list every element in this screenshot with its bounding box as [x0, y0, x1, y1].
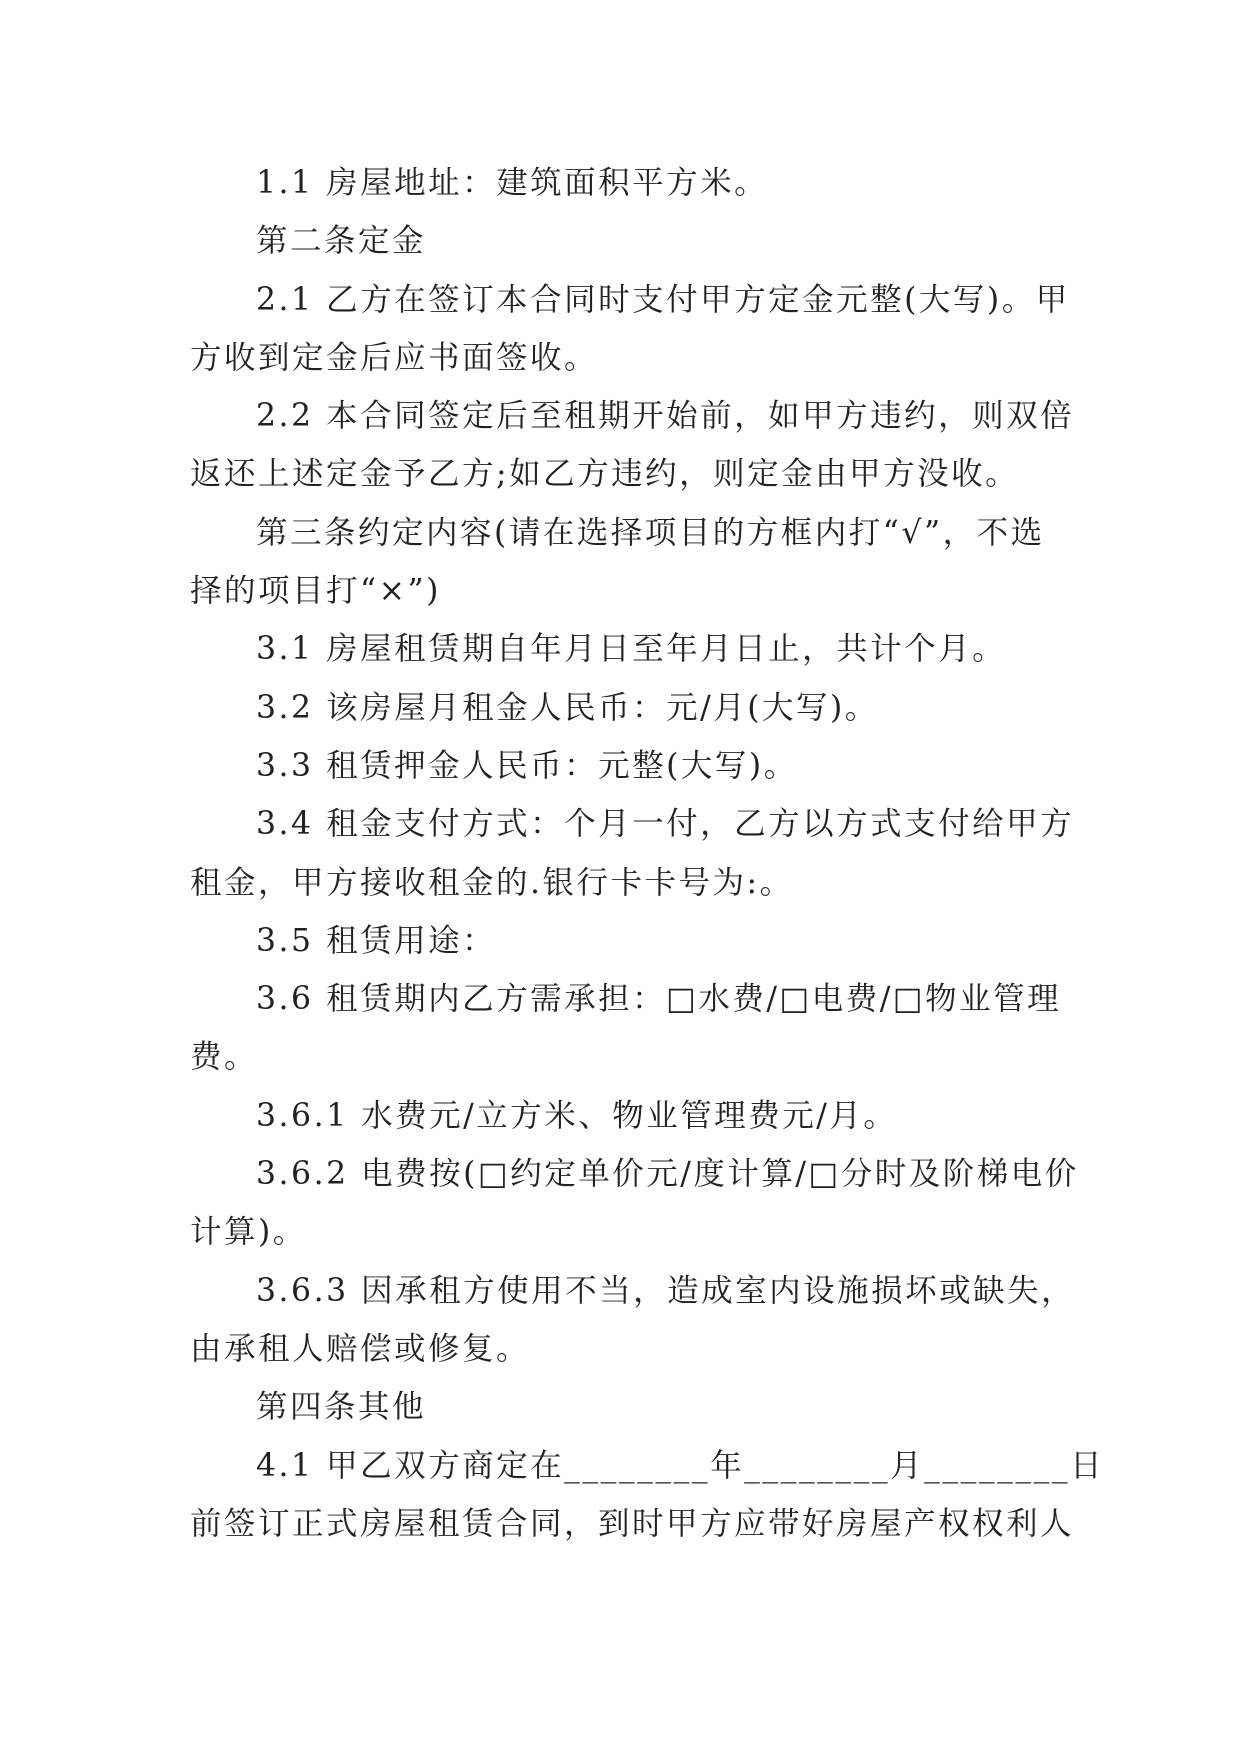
- article-3-heading: 第三条约定内容(请在选择项目的方框内打“√”，不选: [256, 514, 1045, 551]
- clause-4-1: 4.1 甲乙双方商定在________年________月________日: [256, 1447, 1105, 1484]
- clause-2-2: 2.2 本合同签定后至租期开始前，如甲方违约，则双倍: [256, 398, 1075, 435]
- article-2-heading: 第二条定金: [256, 223, 427, 260]
- clause-4-1-cont: 前签订正式房屋租赁合同，到时甲方应带好房屋产权权利人: [190, 1505, 1075, 1542]
- document-body: [190, 160, 1105, 1559]
- clause-3-6: 3.6 租赁期内乙方需承担：□水费/□电费/□物业管理: [256, 981, 1062, 1018]
- clause-2-1: 2.1 乙方在签订本合同时支付甲方定金元整(大写)。甲: [256, 281, 1070, 318]
- article-4-heading: 第四条其他: [256, 1389, 427, 1426]
- clause-3-4: 3.4 租金支付方式：个月一付，乙方以方式支付给甲方: [256, 806, 1075, 843]
- clause-2-1-cont: 方收到定金后应书面签收。: [190, 339, 599, 376]
- clause-3-3: 3.3 租赁押金人民币：元整(大写)。: [256, 747, 798, 784]
- clause-2-2-cont: 返还上述定金予乙方;如乙方违约，则定金由甲方没收。: [190, 456, 1020, 493]
- clause-3-6-2-cont: 计算)。: [190, 1214, 307, 1251]
- clause-1-1: 1.1 房屋地址：建筑面积平方米。: [256, 165, 769, 201]
- clause-3-6-1: 3.6.1 水费元/立方米、物业管理费元/月。: [256, 1097, 898, 1134]
- article-3-heading-cont: 择的项目打“×”): [190, 573, 441, 610]
- clause-3-6-cont: 费。: [190, 1039, 259, 1076]
- clause-3-6-3-cont: 由承租人赔偿或修复。: [190, 1330, 531, 1367]
- clause-3-6-3: 3.6.3 因承租方使用不当，造成室内设施损坏或缺失，: [256, 1272, 1076, 1309]
- clause-3-4-cont: 租金，甲方接收租金的.银行卡卡号为:。: [190, 864, 794, 901]
- clause-3-5: 3.5 租赁用途：: [256, 922, 497, 959]
- clause-3-2: 3.2 该房屋月租金人民币：元/月(大写)。: [256, 689, 879, 726]
- clause-3-6-2: 3.6.2 电费按(□约定单价元/度计算/□分时及阶梯电价: [256, 1156, 1079, 1193]
- clause-3-1: 3.1 房屋租赁期自年月日至年月日止，共计个月。: [256, 631, 1007, 668]
